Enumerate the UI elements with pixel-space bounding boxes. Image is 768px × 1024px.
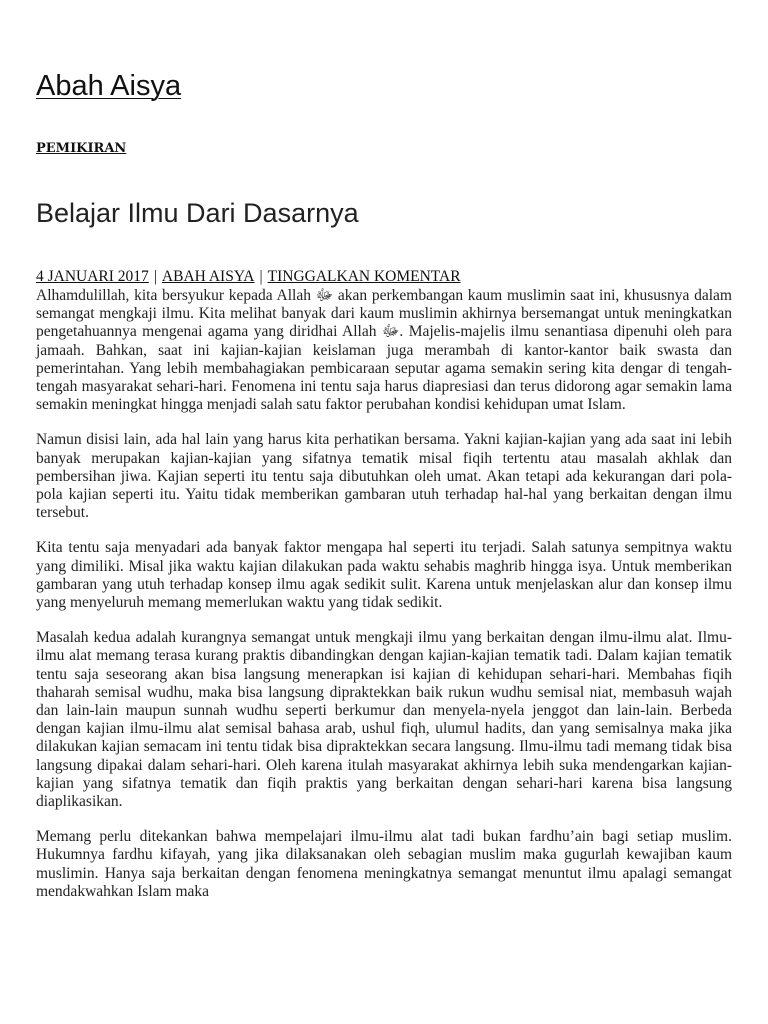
site-title-link[interactable]: Abah Aisya: [36, 70, 182, 102]
post-date-link[interactable]: 4 JANUARI 2017: [36, 268, 149, 285]
post-paragraph: Alhamdulillah, kita bersyukur kepada Allah ﷻ akan perkembangan kaum muslimin saat ini, khususnya dalam semangat mengkaji ilmu. Kita melihat banyak dari kaum muslimin akhirnya bersemangat untuk meningkatkan pengetahuannya mengenai agama yang diridhai Allah ﷻ. Majelis-majelis ilmu senantiasa dipenuhi oleh para jamaah. Bahkan, saat ini kajian-kajian keislaman juga merambah di kantor-kantor baik swasta dan pemerintahan. Yang lebih membahagiakan pembicaraan seputar agama semakin sering kita dengar di tengah-tengah masyarakat sehari-hari. Fenomena ini tentu saja harus diapresiasi dan terus didorong agar semakin lama semakin meningkat hingga menjadi salah satu faktor perubahan kondisi kehidupan umat Islam.: [36, 287, 732, 414]
post-paragraph: Kita tentu saja menyadari ada banyak faktor mengapa hal seperti itu terjadi. Salah satunya sempitnya waktu yang dimiliki. Misal jika waktu kajian dilakukan pada waktu sehabis maghrib hingga isya. Untuk memberikan gambaran yang utuh terhadap konsep ilmu agak sedikit sulit. Karena untuk menjelaskan alur dan konsep ilmu yang menyeluruh memang memerlukan waktu yang tidak sedikit.: [36, 539, 732, 612]
category-link[interactable]: PEMIKIRAN: [36, 141, 127, 156]
post-title: Belajar Ilmu Dari Dasarnya: [36, 198, 359, 228]
meta-separator: |: [259, 268, 263, 285]
meta-separator: |: [153, 268, 157, 285]
post-meta: [36, 267, 461, 286]
post-content: [36, 287, 732, 918]
post-paragraph: Namun disisi lain, ada hal lain yang harus kita perhatikan bersama. Yakni kajian-kajian yang ada saat ini lebih banyak merupakan kajian-kajian yang sifatnya tematik misal fiqih tertentu atau masalah akhlak dan pembersihan jiwa. Kajian seperti itu tentu saja dibutuhkan oleh umat. Akan tetapi ada kekurangan dari pola-pola kajian seperti itu. Yaitu tidak memberikan gambaran utuh terhadap hal-hal yang berkaitan dengan ilmu tersebut.: [36, 431, 732, 522]
leave-comment-link[interactable]: TINGGALKAN KOMENTAR: [267, 268, 461, 285]
post-author-link[interactable]: ABAH AISYA: [161, 268, 255, 285]
post-paragraph: Memang perlu ditekankan bahwa mempelajari ilmu-ilmu alat tadi bukan fardhu’ain bagi setiap muslim. Hukumnya fardhu kifayah, yang jika dilaksanakan oleh sebagian muslim maka gugurlah kewajiban kaum muslimin. Hanya saja berkaitan dengan fenomena meningkatnya semangat menuntut ilmu apalagi semangat mendakwahkan Islam maka: [36, 828, 732, 900]
post-paragraph: Masalah kedua adalah kurangnya semangat untuk mengkaji ilmu yang berkaitan dengan ilmu-ilmu alat. Ilmu-ilmu alat memang terasa kurang praktis dibandingkan dengan kajian-kajian tematik tadi. Dalam kajian tematik tentu saja seseorang akan bisa langsung menerapkan isi kajian di kehidupan sehari-hari. Membahas fiqih thaharah semisal wudhu, maka bisa langsung dipraktekkan baik rukun wudhu semisal niat, membasuh wajah dan lain-lain maupun sunnah wudhu seperti berkumur dan menyela-nyela jenggot dan lain-lain. Berbeda dengan kajian ilmu-ilmu alat semisal bahasa arab, ushul fiqh, ulumul hadits, dan yang semisalnya maka jika dilakukan kajian semacam ini tentu tidak bisa dipraktekkan secara langsung. Ilmu-ilmu tadi memang tidak bisa langsung dipakai dalam sehari-hari. Oleh karena itulah masyarakat akhirnya lebih suka mendengarkan kajian-kajian yang sifatnya tematik dan fiqih praktis yang berkaitan dengan sehari-hari karena bisa langsung diaplikasikan.: [36, 629, 732, 811]
